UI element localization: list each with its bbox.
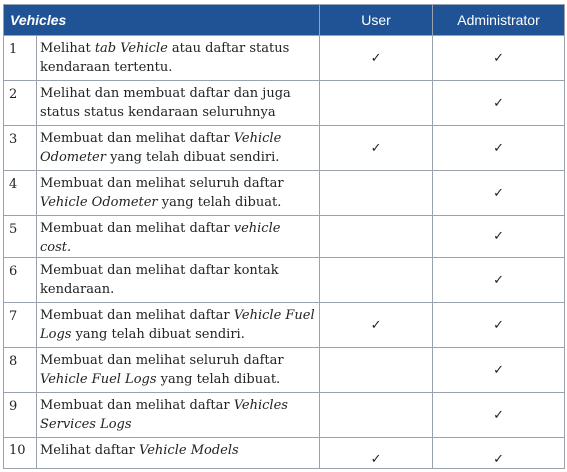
row-description (37, 258, 320, 303)
user-permission-cell (320, 348, 433, 393)
row-number: 4 (4, 171, 37, 216)
check-icon: ✓ (370, 452, 382, 467)
administrator-permission-cell (433, 126, 565, 171)
table-row (4, 258, 565, 303)
description-text: Melihat (40, 41, 95, 56)
row-description (37, 126, 320, 171)
row-number: 10 (4, 438, 37, 469)
description-italic-term: Vehicles (233, 398, 288, 413)
check-icon: ✓ (493, 362, 504, 378)
description-text: yang telah dibuat sendiri. (71, 327, 245, 342)
administrator-permission-cell (433, 171, 565, 216)
administrator-permission-cell (433, 81, 565, 126)
table-body (4, 36, 565, 469)
table-header-row (4, 5, 565, 36)
description-text: yang telah dibuat. (157, 195, 282, 210)
administrator-permission-cell (433, 393, 565, 438)
description-text: Membuat dan melihat seluruh daftar (40, 176, 284, 191)
description-text: Melihat dan membuat daftar dan juga (40, 86, 291, 101)
row-number: 1 (4, 36, 37, 81)
description-italic-term: vehicle cost. (40, 221, 281, 255)
description-text: Membuat dan melihat daftar (40, 308, 234, 323)
check-icon: ✓ (493, 317, 504, 333)
administrator-permission-cell (433, 348, 565, 393)
row-number: 3 (4, 126, 37, 171)
description-text: yang telah dibuat sendiri. (105, 150, 280, 165)
check-icon: ✓ (493, 50, 504, 66)
user-permission-cell (320, 171, 433, 216)
administrator-permission-cell (433, 258, 565, 303)
description-italic-term: Vehicle Models (139, 443, 239, 458)
row-number: 5 (4, 216, 37, 258)
user-permission-cell (320, 216, 433, 258)
row-description (37, 393, 320, 438)
description-text: Membuat dan melihat seluruh daftar (40, 353, 284, 368)
description-text: Membuat dan melihat daftar (40, 221, 234, 236)
check-icon: ✓ (493, 140, 504, 156)
description-text: Membuat dan melihat daftar (40, 398, 234, 413)
row-description (37, 348, 320, 393)
permission-table (3, 4, 565, 469)
table-row (4, 303, 565, 348)
check-icon: ✓ (370, 50, 382, 66)
administrator-permission-cell (433, 438, 565, 469)
table-row (4, 348, 565, 393)
user-permission-cell (320, 36, 433, 81)
administrator-permission-cell (433, 36, 565, 81)
check-icon: ✓ (493, 95, 504, 111)
table-row (4, 126, 565, 171)
check-icon: ✓ (370, 317, 382, 333)
description-text: kendaraan. (40, 282, 115, 297)
row-description (37, 36, 320, 81)
row-description (37, 216, 320, 258)
header-user: User (320, 5, 433, 36)
description-italic-term: Vehicle Odometer (40, 195, 158, 210)
user-permission-cell (320, 303, 433, 348)
description-italic-term: Vehicle Fuel (233, 308, 315, 323)
check-icon: ✓ (493, 407, 504, 423)
table-row (4, 216, 565, 258)
description-italic-term: Vehicle (233, 131, 282, 146)
description-text: kendaraan tertentu. (40, 60, 173, 75)
description-italic-term: Odometer (40, 150, 106, 165)
check-icon: ✓ (493, 272, 504, 288)
description-text: yang telah dibuat. (156, 372, 281, 387)
row-number: 8 (4, 348, 37, 393)
table-row (4, 171, 565, 216)
user-permission-cell (320, 126, 433, 171)
user-permission-cell (320, 81, 433, 126)
row-number: 9 (4, 393, 37, 438)
description-text: atau daftar status (167, 41, 290, 56)
description-text: Membuat dan melihat daftar kontak (40, 263, 279, 278)
description-italic-term: Vehicle Fuel Logs (40, 372, 157, 387)
row-number: 6 (4, 258, 37, 303)
description-italic-term: Logs (40, 327, 72, 342)
row-number: 2 (4, 81, 37, 126)
table-row (4, 393, 565, 438)
check-icon: ✓ (493, 229, 504, 244)
table-row (4, 438, 565, 469)
row-description (37, 171, 320, 216)
row-number: 7 (4, 303, 37, 348)
header-administrator: Administrator (433, 5, 565, 36)
permission-table-container (3, 4, 565, 469)
row-description (37, 303, 320, 348)
user-permission-cell (320, 258, 433, 303)
user-permission-cell (320, 393, 433, 438)
table-row (4, 81, 565, 126)
user-permission-cell (320, 438, 433, 469)
description-text: Melihat daftar (40, 443, 140, 458)
row-description (37, 438, 320, 469)
check-icon: ✓ (493, 185, 504, 201)
table-row (4, 36, 565, 81)
row-description (37, 81, 320, 126)
check-icon: ✓ (370, 140, 382, 156)
description-text: Membuat dan melihat daftar (40, 131, 234, 146)
description-italic-term: Services Logs (40, 417, 132, 432)
check-icon: ✓ (493, 452, 504, 467)
description-text: status status kendaraan seluruhnya (40, 105, 276, 120)
administrator-permission-cell (433, 303, 565, 348)
description-italic-term: tab Vehicle (94, 41, 168, 56)
header-vehicles: Vehicles (4, 5, 320, 36)
administrator-permission-cell (433, 216, 565, 258)
